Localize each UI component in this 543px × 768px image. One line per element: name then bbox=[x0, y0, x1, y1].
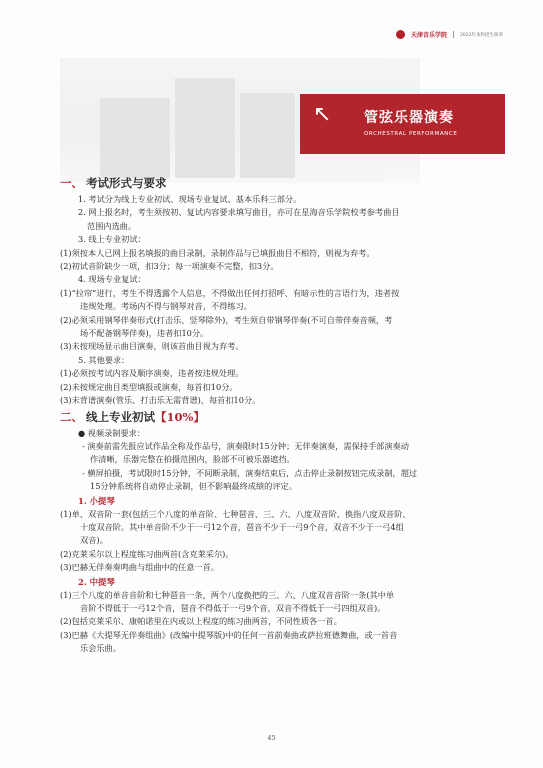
building-block bbox=[240, 93, 295, 178]
bullet-line: ● 视频录制要求： bbox=[78, 427, 146, 438]
text-line: 音阶不得低于一弓12个音，琶音不得低于一弓9个音，双音不得低于一弓四组双音)。 bbox=[80, 602, 386, 613]
building-block bbox=[175, 78, 235, 178]
school-name: 天津音乐学院 bbox=[411, 32, 448, 39]
text-line: (2)初试音阶缺少一项，扣3分；每一项演奏不完整，扣3分。 bbox=[60, 261, 279, 272]
text-line: 1. 考试分为线上专业初试、现场专业复试、基本乐科三部分。 bbox=[78, 194, 302, 204]
text-line: (2)克莱采尔以上程度练习曲两首(含克莱采尔)。 bbox=[60, 548, 234, 559]
text-line: 违规处理。考场内不得与钢琴对音，不得练习。 bbox=[80, 301, 252, 312]
school-seal-icon bbox=[396, 30, 405, 39]
text-line: 5. 其他要求： bbox=[78, 354, 130, 365]
page-header bbox=[396, 30, 503, 39]
text-line: (1)三个八度的单音音阶和七种琶音一条，两个八度换把的三、六、八度双音音阶一条(其中单 bbox=[60, 589, 395, 600]
text-line: (2)必须采用钢琴伴奏形式(打击乐、竖琴除外)，考生须自带钢琴伴奏(不可自带伴奏音频，考 bbox=[60, 314, 393, 325]
section-heading: 一、 考试形式与要求 bbox=[60, 176, 167, 190]
text-line: 4. 现场专业复试： bbox=[78, 274, 146, 285]
text-line: (3)巴赫无伴奏奏鸣曲与组曲中的任意一首。 bbox=[60, 562, 219, 573]
text-line: 场不配备钢琴伴奏)，违者扣10分。 bbox=[80, 328, 209, 339]
text-line: (1)须按本人已网上报名填报的曲目录制，录制作品与已填报曲目不相符，则视为弃考。 bbox=[60, 247, 375, 258]
document-body bbox=[60, 176, 500, 656]
subsection-heading: 1. 小提琴 bbox=[78, 495, 115, 506]
text-line: (1)“拉帘”进行，考生不得透露个人信息，不得做出任何打招呼、有暗示性的言语行为，违者按 bbox=[60, 287, 400, 298]
page-number: 45 bbox=[267, 734, 276, 742]
text-line: (3)未按现场显示曲目演奏，则该首曲目视为弃考。 bbox=[60, 341, 244, 352]
text-line: 双音)。 bbox=[80, 535, 108, 546]
text-line: 十度双音阶。其中单音阶不少于一弓12个音，琶音不少于一弓9个音，双音不少于一弓4组 bbox=[80, 521, 404, 532]
text-line: - 演奏前需先报应试作品全称及作品号，演奏限时15分钟；无伴奏演奏，需保持手部演奏动 bbox=[82, 440, 409, 451]
text-line: 2. 网上报名时，考生须按初、复试内容要求填写曲目，亦可在星海音乐学院校考参考曲目 bbox=[78, 207, 400, 218]
text-line: 乐会乐曲。 bbox=[80, 643, 121, 654]
text-line: (1)必须按考试内容及顺序演奏，违者按违规处理。 bbox=[60, 368, 244, 379]
banner-subtitle: ORCHESTRAL PERFORMANCE bbox=[364, 131, 458, 137]
text-line: 范围内选曲。 bbox=[87, 220, 137, 231]
section-heading: 二、 线上专业初试【10%】 bbox=[60, 409, 205, 424]
section-banner bbox=[300, 94, 505, 154]
subsection-heading: 2. 中提琴 bbox=[78, 576, 115, 587]
text-line: 3. 线上专业初试： bbox=[78, 234, 146, 245]
header-divider bbox=[453, 31, 454, 38]
building-block bbox=[100, 98, 170, 178]
text-line: (3)未背谱演奏(管乐、打击乐无需背谱)，每首扣10分。 bbox=[60, 395, 261, 406]
text-line: (3)巴赫《大提琴无伴奏组曲》(改编中提琴版)中的任何一首前奏曲或萨拉班德舞曲，或一首音 bbox=[60, 629, 398, 640]
text-line: (2)未按规定曲目类型填报或演奏，每首扣10分。 bbox=[60, 381, 238, 392]
guide-title: 2023年本科招生简章 bbox=[460, 32, 503, 38]
arrow-up-left-icon: ↖ bbox=[313, 102, 332, 127]
text-line: (1)单、双音阶一套(包括三个八度的单音阶、七种琶音、三、六、八度双音阶、换指八度双音阶、 bbox=[60, 508, 411, 519]
text-line: (2)包括克莱采尔、康帕诺里在内或以上程度的练习曲两首，不同性质各一首。 bbox=[60, 616, 342, 627]
banner-title: 管弦乐器演奏 bbox=[364, 110, 454, 126]
text-line: 15分钟系统将自动停止录制，但不影响最终成绩的评定。 bbox=[90, 481, 297, 492]
text-line: - 横屏拍摄，考试限时15分钟，不间断录制，演奏结束后，点击停止录制按钮完成录制，超过 bbox=[82, 467, 418, 478]
text-line: 作清晰，乐器完整在拍摄范围内，脸部不可被乐器遮挡。 bbox=[90, 454, 295, 465]
